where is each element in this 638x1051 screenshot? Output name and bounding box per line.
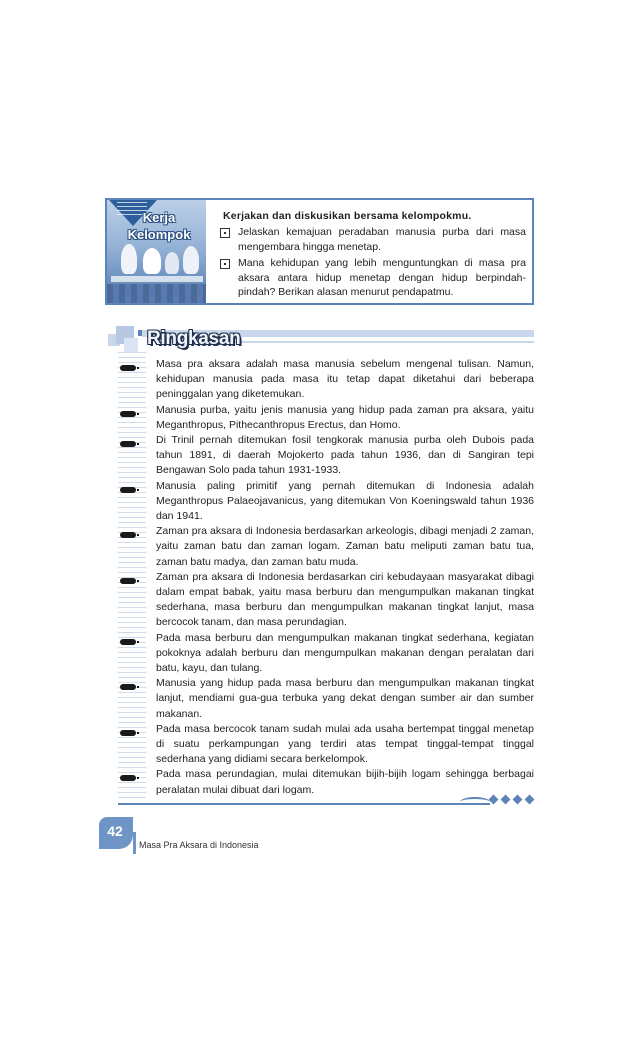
photo-figure [121,244,137,274]
group-work-photo [107,200,206,303]
bullet-icon [120,532,136,538]
summary-item-text: Manusia paling primitif yang pernah ditemukan di Indonesia adalah Meganthropus Palaeojavanicus, yang ditemukan Von Koeningswald tahun 1936 dan 1941. [156,479,534,523]
bullet-icon [120,730,136,736]
photo-floor [107,284,206,303]
page-number: 42 [107,823,123,839]
footer-chapter-title: Masa Pra Aksara di Indonesia [139,840,259,850]
photo-figure [183,246,199,274]
group-work-title-line1: Kerja [142,210,176,225]
bullet-icon [120,487,136,493]
summary-item-text: Pada masa bercocok tanam sudah mulai ada usaha bertempat tinggal menetap di suatu perkampungan yang terdiri atas tempat tinggal-tempat tinggal sederhana yang didiami secara berkelompok. [156,722,534,766]
summary-item-text: Pada masa perundagian, mulai ditemukan bijih-bijih logam sehingga berbagai peralatan mulai dibuat dari logam. [156,768,534,796]
bullet-icon [120,365,136,371]
group-work-item-text: Jelaskan kemajuan peradaban manusia purba dari masa mengembara hingga menetap. [238,226,526,253]
summary-title: Ringkasan [147,328,241,349]
summary-item [118,357,534,403]
summary-item-text: Di Trinil pernah ditemukan fosil tengkorak manusia purba oleh Dubois pada tahun 1891, di daerah Mojokerto pada tahun 1936, dan di Sangiran tepi Bengawan Solo pada tahun 1931-1933. [156,434,534,477]
checkbox-bullet-icon [220,228,230,238]
footer-divider [133,832,136,854]
group-work-title [115,209,203,243]
summary-item [118,631,534,677]
summary-item-text: Masa pra aksara adalah masa manusia sebelum mengenal tulisan. Namun, kehidupan manusia pada masa itu tetap dapat diketahui dari beberapa peninggalan yang diketemukan. [156,358,534,401]
group-work-title-line2: Kelompok [127,227,191,242]
checkbox-bullet-icon [220,259,230,269]
group-work-item [220,256,526,300]
bullet-icon [120,639,136,645]
group-work-list [220,225,526,302]
summary-header-underline [216,341,534,343]
bullet-icon [120,441,136,447]
bullet-icon [120,684,136,690]
summary-item [118,767,534,797]
summary-item [118,676,534,722]
photo-desk [111,276,203,282]
summary-item [118,524,534,570]
summary-item-text: Zaman pra aksara di Indonesia berdasarkan ciri kebudayaan masyarakat dibagi dalam empat babak, yaitu masa berburu dan mengumpulkan makanan tingkat sederhana, masa berburu dan mengumpulkan makanan tingkat lanjut, masa bercocok tanam, dan masa perundagian. [156,570,534,629]
summary-item [118,570,534,631]
photo-figure [165,252,179,274]
summary-item [118,479,534,525]
summary-bottom-line [118,803,490,805]
summary-item-text: Manusia purba, yaitu jenis manusia yang hidup pada zaman pra aksara, yaitu Meganthropus, Pithecanthropus Erectus, dan Homo. [156,403,534,431]
bullet-icon [120,411,136,417]
group-work-item [220,225,526,254]
summary-item [118,722,534,768]
group-work-item-text: Mana kehidupan yang lebih menguntungkan di masa pra aksara antara hidup menetap dengan hidup berpindah-pindah? Berikan alasan menurut pendapatmu. [238,257,526,299]
bullet-icon [120,578,136,584]
bullet-icon [120,775,136,781]
summary-item [118,433,534,479]
summary-item-text: Zaman pra aksara di Indonesia berdasarkan arkeologis, dibagi menjadi 2 zaman, yaitu zaman batu dan zaman logam. Zaman batu meliputi zaman batu tua, zaman batu madya, dan zaman batu muda. [156,525,534,568]
group-work-instruction: Kerjakan dan diskusikan bersama kelompokmu. [223,210,472,222]
summary-list [118,357,534,798]
group-work-box [105,198,534,305]
summary-item-text: Manusia yang hidup pada masa berburu dan mengumpulkan makanan tingkat lanjut, mendiami gua-gua terbuka yang dekat dengan sumber air dan sumber makanan. [156,677,534,720]
summary-item [118,403,534,433]
photo-figure [143,248,161,274]
summary-item-text: Pada masa berburu dan mengumpulkan makanan tingkat sederhana, kegiatan pokoknya adalah berburu dan mengumpulkan makanan dengan peralatan dari batu, kayu, dan tulang. [156,631,534,675]
